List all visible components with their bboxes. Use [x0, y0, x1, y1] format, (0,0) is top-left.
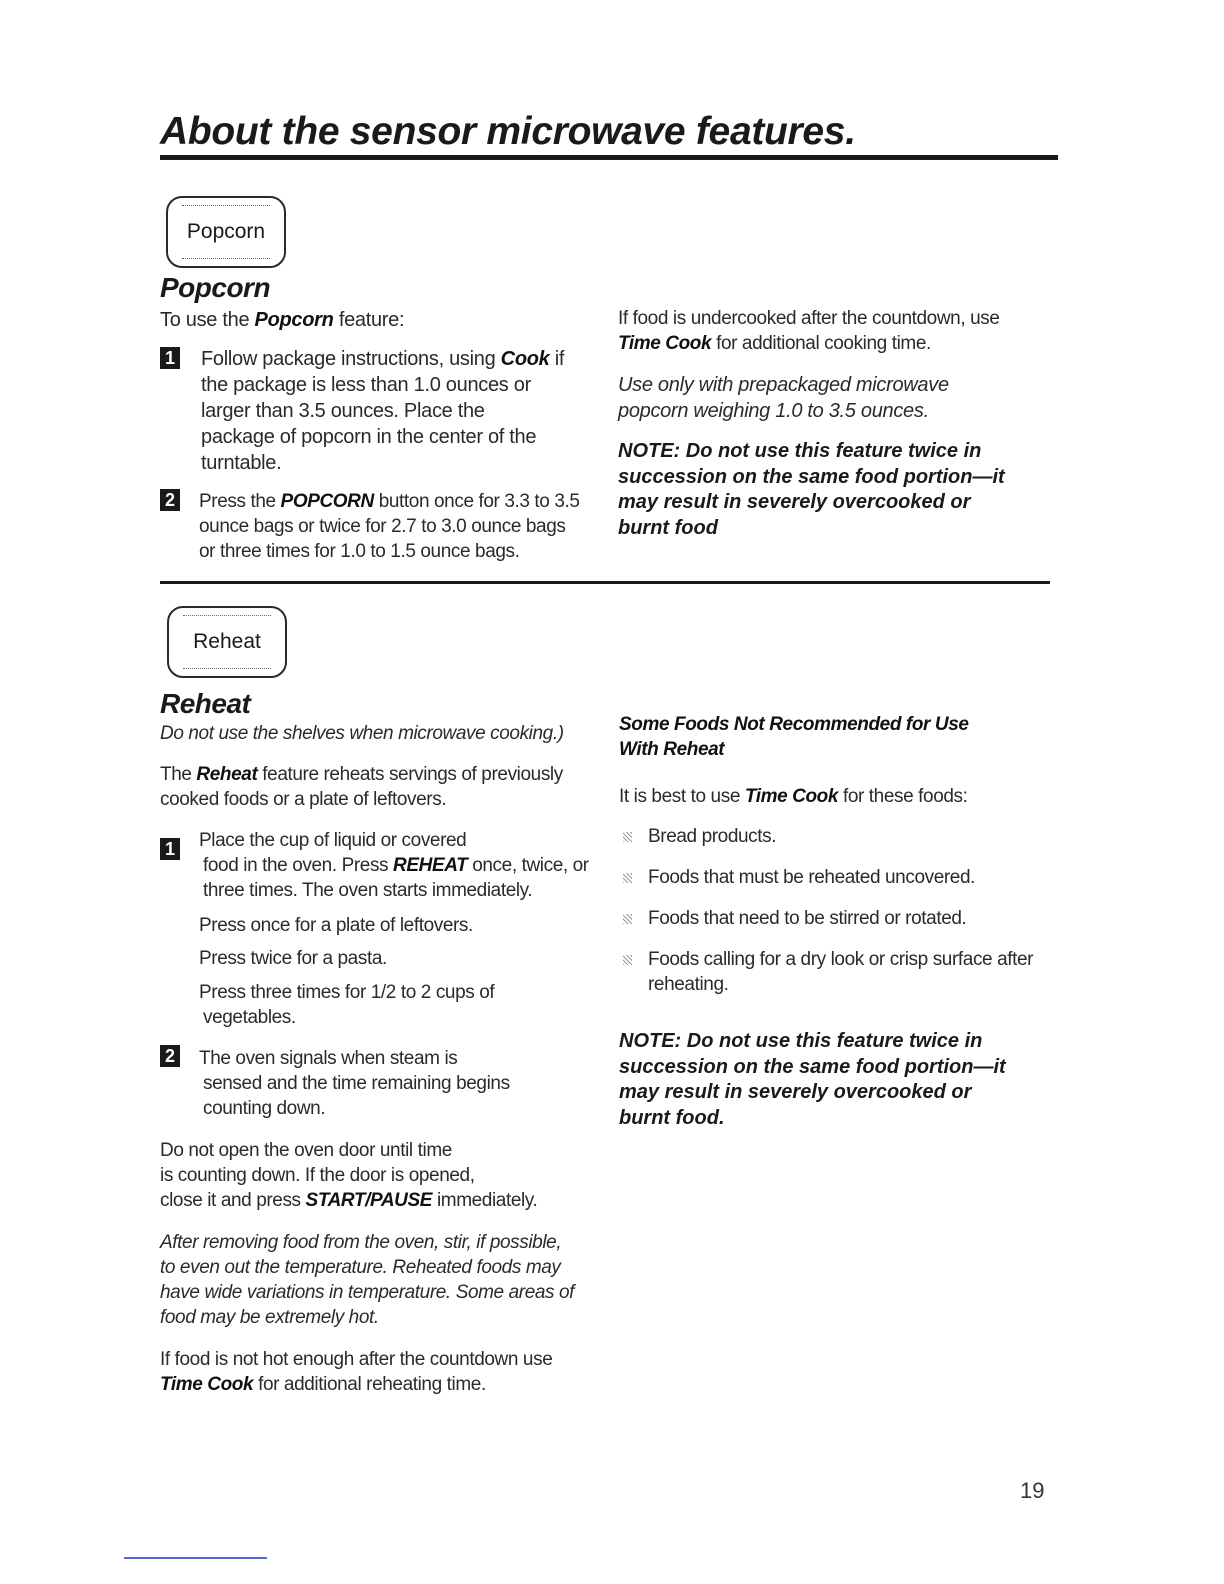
- popcorn-undercooked-text: If food is undercooked after the countdown, use Time Cook for additional cooking time.: [618, 308, 1000, 354]
- reheat-key-icon: [167, 606, 287, 678]
- bullet-icon: [622, 831, 632, 843]
- bullet-icon: [622, 872, 632, 884]
- reheat-note: NOTE: Do not use this feature twice in succession on the same food portion—it may result in severely overcooked or burnt food.: [619, 1030, 1006, 1129]
- bullet-icon: [622, 913, 632, 925]
- reheat-key-label: Reheat: [193, 630, 261, 653]
- reheat-step2-number: 2: [160, 1045, 180, 1067]
- food-item: Foods that must be reheated uncovered.: [648, 867, 976, 888]
- reheat-step2-text: The oven signals when steam is sensed and the time remaining begins counting down.: [199, 1048, 510, 1119]
- popcorn-step2-text: Press the POPCORN button once for 3.3 to 3.5 ounce bags or twice for 2.7 to 3.0 ounce bags or three times for 1.0 to 1.5 ounce bags.: [199, 491, 580, 562]
- reheat-door-text: Do not open the oven door until time is counting down. If the door is opened, close it and press START/PAUSE immediately.: [160, 1140, 538, 1211]
- reheat-best-use-text: It is best to use Time Cook for these foods:: [619, 786, 968, 807]
- popcorn-key-icon: [166, 196, 286, 268]
- page-number: 19: [1020, 1478, 1045, 1503]
- popcorn-step1-number: 1: [160, 347, 180, 369]
- bullet-icon: [622, 954, 632, 966]
- reheat-not-hot-text: If food is not hot enough after the countdown use Time Cook for additional reheating time.: [160, 1349, 553, 1395]
- reheat-after-removing-text: After removing food from the oven, stir, if possible, to even out the temperature. Reheated foods may have wide variations in temperature. Some areas of food may be extremely hot.: [160, 1232, 575, 1328]
- reheat-step1-number: 1: [160, 838, 180, 860]
- food-item: Foods that need to be stirred or rotated.: [648, 908, 967, 929]
- footer-link-line: [124, 1557, 267, 1559]
- popcorn-prepackaged-text: Use only with prepackaged microwave popcorn weighing 1.0 to 3.5 ounces.: [618, 374, 949, 422]
- section-divider: [160, 581, 1050, 584]
- popcorn-key-label: Popcorn: [186, 220, 266, 243]
- reheat-shelves-note: Do not use the shelves when microwave cooking.): [160, 723, 564, 744]
- popcorn-intro: To use the Popcorn feature:: [160, 309, 405, 331]
- reheat-press-twice: Press twice for a pasta.: [199, 948, 387, 969]
- popcorn-step2-number: 2: [160, 489, 180, 511]
- page-title: About the sensor microwave features.: [160, 110, 1058, 160]
- popcorn-note: NOTE: Do not use this feature twice in succession on the same food portion—it may result in severely overcooked or burnt food: [618, 440, 1005, 539]
- reheat-not-recommended-heading: Some Foods Not Recommended for Use With Reheat: [619, 714, 969, 760]
- food-item: Bread products.: [648, 826, 777, 847]
- reheat-press-once: Press once for a plate of leftovers.: [199, 915, 473, 936]
- reheat-heading: Reheat: [160, 688, 251, 719]
- popcorn-heading: Popcorn: [160, 272, 271, 303]
- reheat-press-three: Press three times for 1/2 to 2 cups of vegetables.: [199, 982, 495, 1028]
- reheat-intro: The Reheat feature reheats servings of previously cooked foods or a plate of leftovers.: [160, 764, 563, 810]
- food-item: Foods calling for a dry look or crisp surface after reheating.: [648, 949, 1034, 995]
- popcorn-step1-text: Follow package instructions, using Cook if the package is less than 1.0 ounces or larger than 3.5 ounces. Place the package of popcorn in the center of the turntable.: [201, 348, 565, 474]
- reheat-step1-text: Place the cup of liquid or covered food in the oven. Press REHEAT once, twice, or three times. The oven starts immediately.: [199, 830, 589, 901]
